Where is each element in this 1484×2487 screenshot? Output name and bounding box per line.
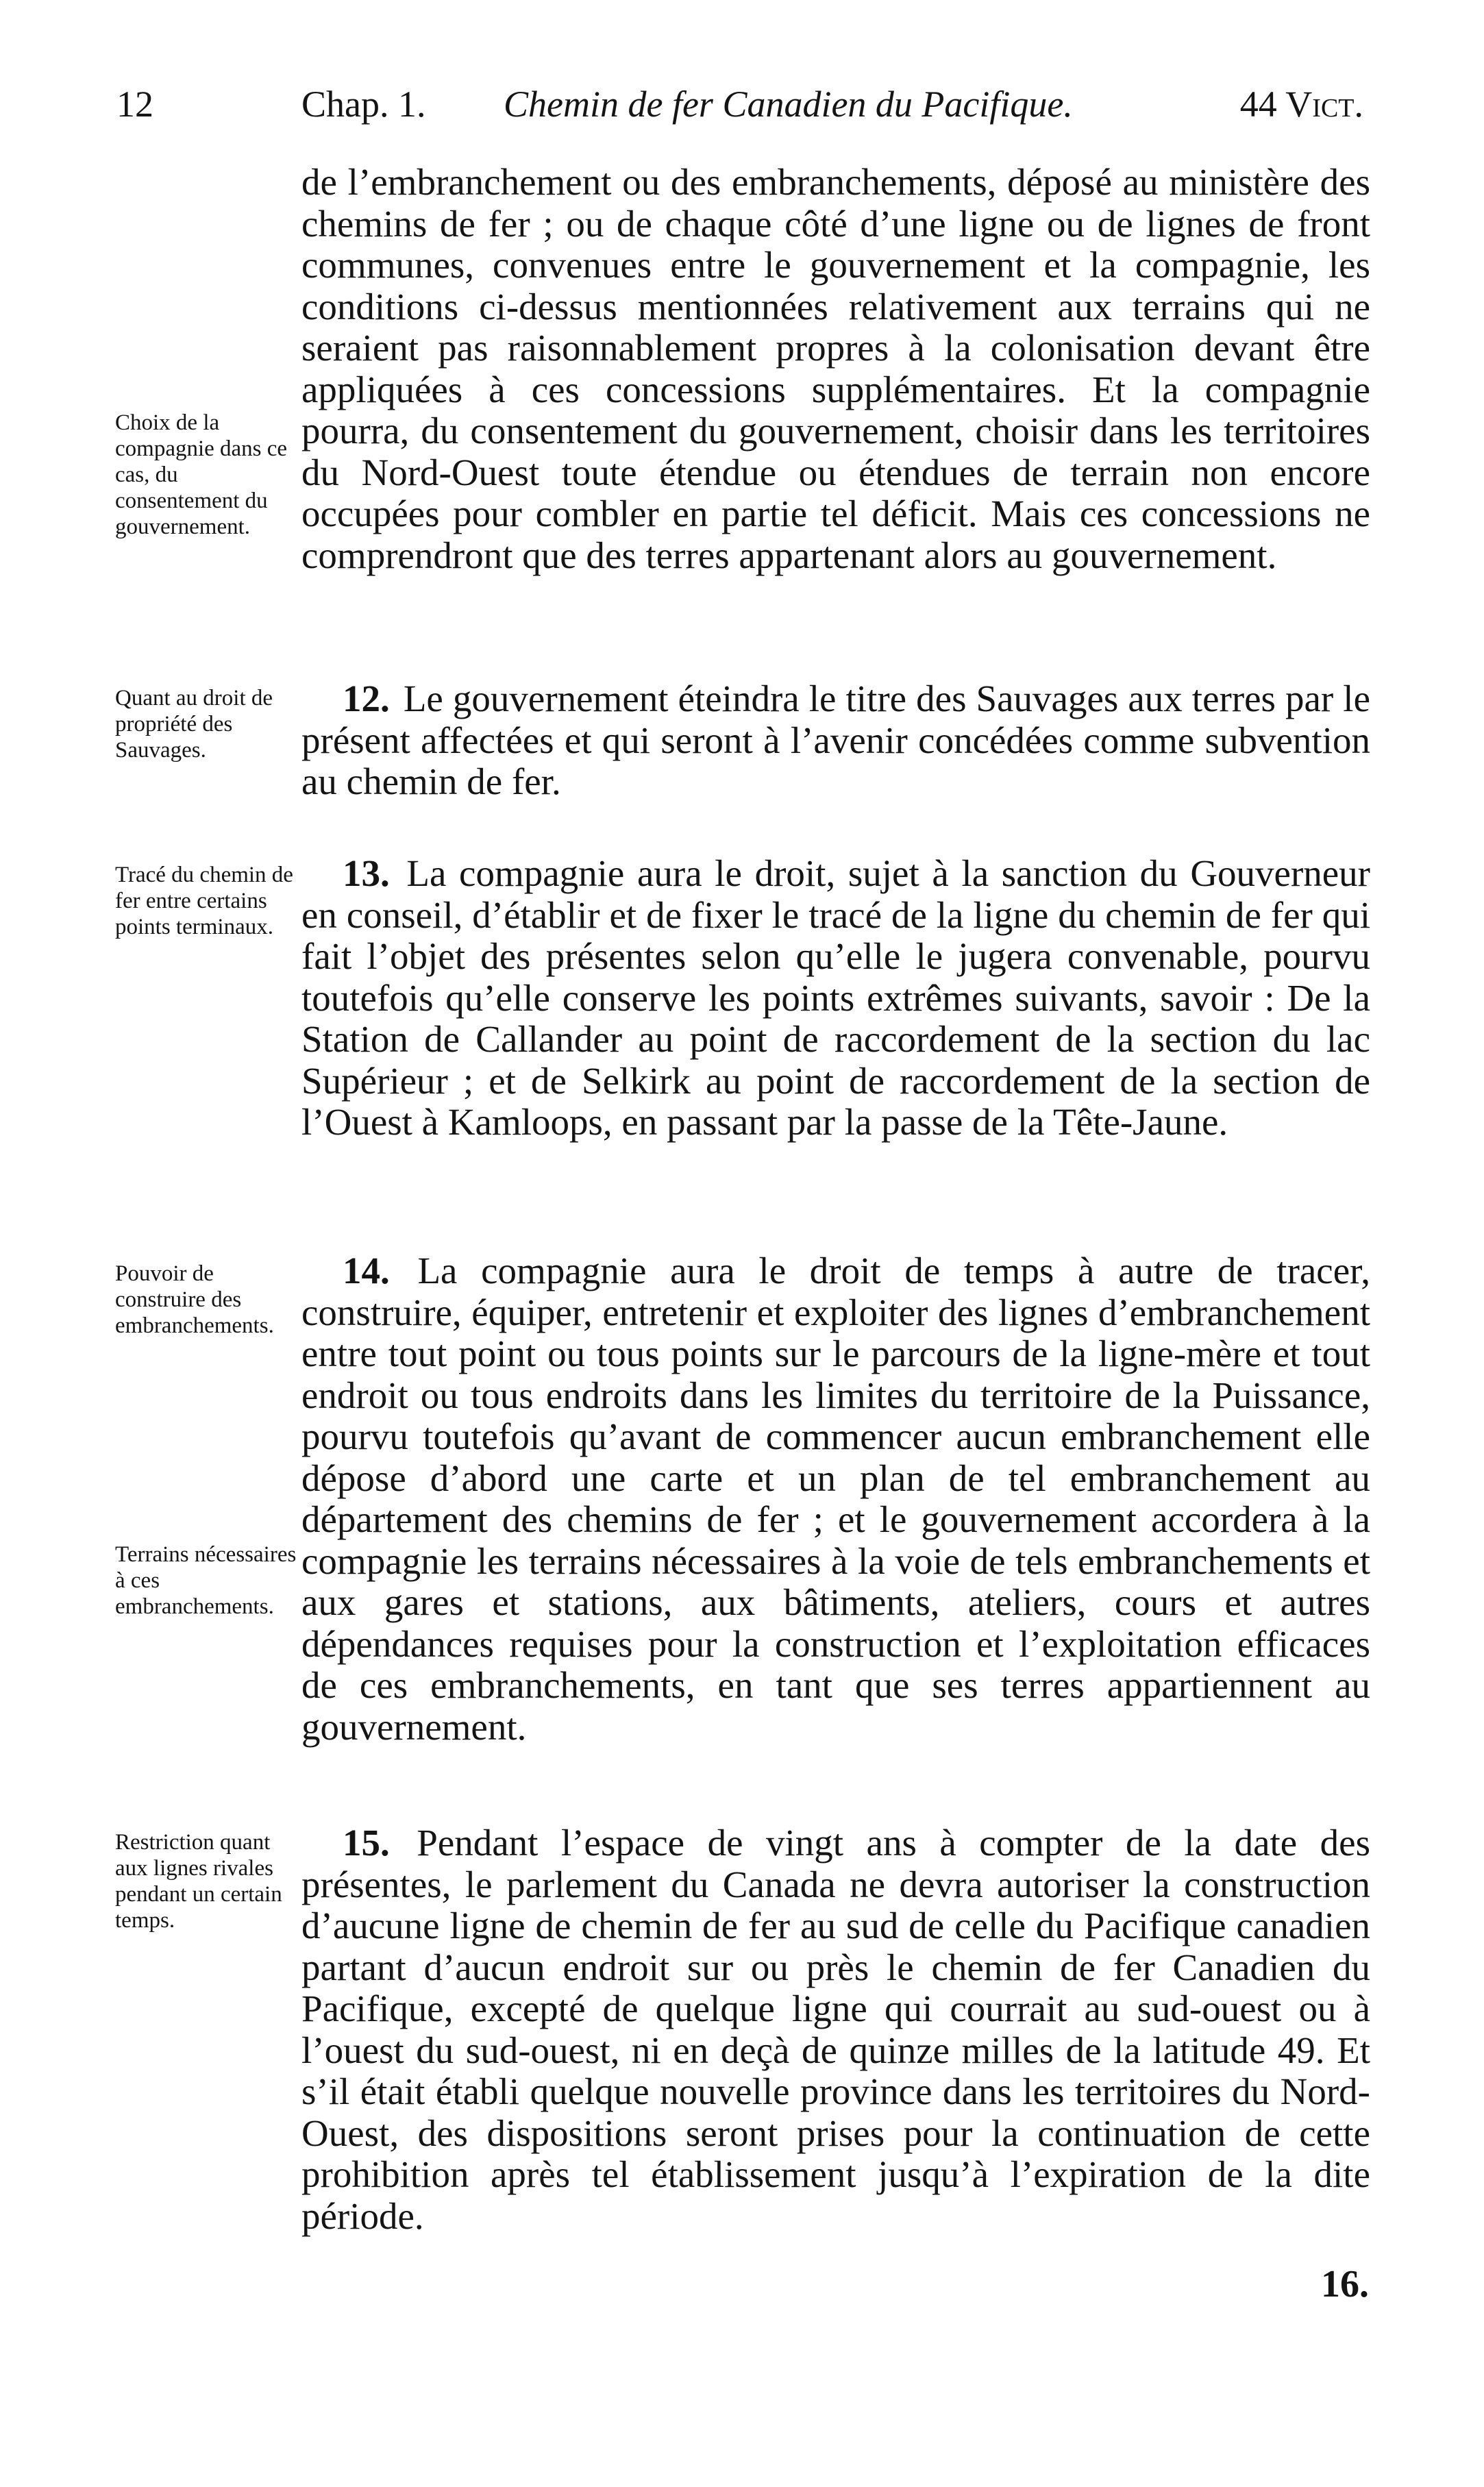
section-number: 15. xyxy=(343,1822,390,1864)
section-13 xyxy=(301,853,1370,1143)
section-number: 12. xyxy=(343,678,390,719)
section-text: Pendant l’espace de vingt ans à compter de la date des présentes, le parlement du Canada ne devra autoriser la construction d’aucune ligne de chemin de fer au sud de celle du Pacifique canadien partant d’aucun endroit sur ou près le chemin de fer Canadien du Pacifique, excepté de quelque ligne qui courrait au sud-ouest ou à l’ouest du sud-ouest, ni en deçà de quinze milles de la latitude 49. Et s’il était établi quelque nouvelle province dans les territoires du Nord-Ouest, des dispositions seront prises pour la continuation de cette prohibition après tel établissement jusqu’à l’expiration de la dite période. xyxy=(301,1822,1370,2237)
continuation-text: de l’embranchement ou des embranchements, déposé au ministère des chemins de fer ; ou de chaque côté d’une ligne ou de lignes de front communes, convenues entre le gouvernement et la compagnie, les conditions ci-dessus mentionnées relativement aux terrains qui ne seraient pas raisonnablement propres à la colonisation devant être appliquées à ces concessions supplémentaires. Et la compagnie pourra, du consentement du gouvernement, choisir dans les territoires du Nord-Ouest toute étendue ou étendues de terrain non encore occupées pour combler en partie tel déficit. Mais ces concessions ne comprendront que des terres appartenant alors au gouvernement. xyxy=(301,161,1370,576)
section-text: La compagnie aura le droit de temps à autre de tracer, construire, équiper, entretenir et exploiter des lignes d’embranchement entre tout point ou tous points sur le parcours de la ligne-mère et tout endroit ou tous endroits dans les limites du territoire de la Puissance, pourvu toutefois qu’avant de commencer aucun embranchement elle dépose d’abord une carte et un plan de tel embranchement au département des chemins de fer ; et le gouvernement accordera à la compagnie les terrains nécessaires à la voie de tels embranchements et aux gares et stations, aux bâtiments, ateliers, cours et autres dépendances requises pour la construction et l’exploitation efficaces de ces embranchements, en tant que ses terres appartiennent au gouvernement. xyxy=(301,1250,1370,1748)
catchword: 16. xyxy=(1321,2263,1369,2305)
section-12 xyxy=(301,678,1370,803)
chapter-label: Chap. 1. xyxy=(301,84,426,125)
margin-note-restriction: Restriction quant aux lignes rivales pendant un certain temps. xyxy=(115,1830,282,1933)
running-title: Chemin de fer Canadien du Pacifique. xyxy=(504,84,1073,125)
regnal-year: 44 Vict. xyxy=(1239,84,1363,125)
margin-note-terrains: Terrains nécessaires à ces embranchements. xyxy=(115,1542,297,1619)
running-header xyxy=(103,77,1363,132)
section-text: Le gouvernement éteindra le titre des Sauvages aux terres par le présent affectées et qui seront à l’avenir concédées comme subvention au chemin de fer. xyxy=(301,678,1371,802)
section-number: 13. xyxy=(343,852,390,894)
margin-note-embranchements: Pouvoir de construire des embranchements. xyxy=(115,1261,274,1338)
section-15 xyxy=(301,1822,1370,2237)
section-text: La compagnie aura le droit, sujet à la sanction du Gouverneur en conseil, d’établir et de fixer le tracé de la ligne du chemin de fer qui fait l’objet des présentes selon qu’elle le jugera convenable, pourvu toutefois qu’elle conserve les points extrêmes suivants, savoir : De la Station de Callander au point de raccordement de la section du lac Supérieur ; et de Selkirk au point de raccordement de la section de l’Ouest à Kamloops, en passant par la passe de la Tête-Jaune. xyxy=(301,852,1370,1143)
margin-note-droit-sauvages: Quant au droit de propriété des Sauvages. xyxy=(115,686,273,763)
page-number: 12 xyxy=(116,84,153,125)
margin-note-choix: Choix de la compagnie dans ce cas, du consentement du gouvernement. xyxy=(115,410,288,539)
margin-note-trace: Tracé du chemin de fer entre certains points terminaux. xyxy=(115,863,293,939)
continuation-paragraph xyxy=(301,162,1370,576)
section-14 xyxy=(301,1250,1370,1748)
section-number: 14. xyxy=(343,1250,390,1291)
